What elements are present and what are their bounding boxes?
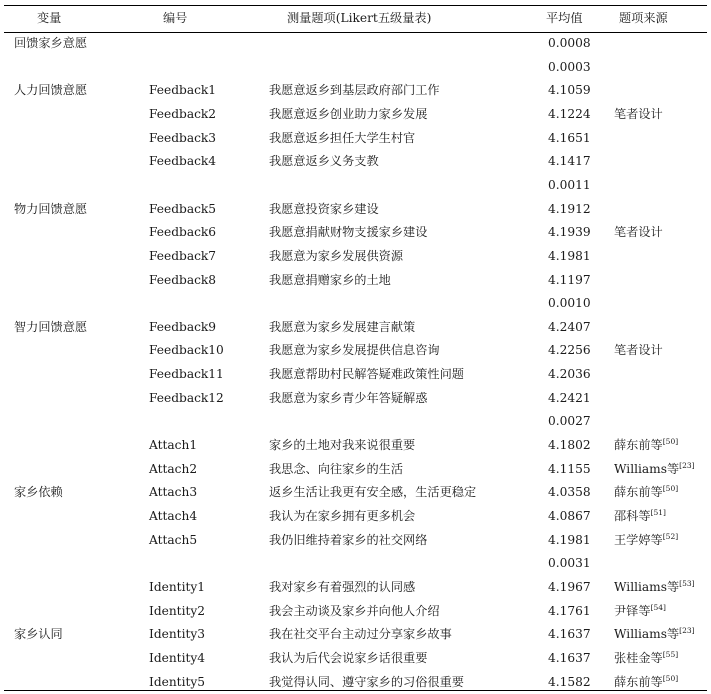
mean-cell-text: 4.1939	[548, 225, 591, 239]
item-cell-text: 我仍旧维持着家乡的社交网络	[269, 533, 428, 547]
source-cell-text: 尹铎等	[614, 604, 651, 618]
item-cell	[269, 674, 464, 690]
item-cell	[269, 603, 440, 619]
item-cell	[269, 366, 464, 382]
mean-cell-text: 4.1637	[548, 627, 591, 641]
reference-superscript: [52]	[662, 532, 679, 541]
mean-cell-text: 0.0003	[548, 60, 591, 74]
mean-cell	[548, 437, 591, 453]
mean-cell-text: 4.2036	[548, 367, 591, 381]
item-cell-text: 我会主动谈及家乡并向他人介绍	[269, 604, 440, 618]
source-cell-text: Williams等	[614, 580, 680, 594]
item-cell-text: 我愿意为家乡青少年答疑解惑	[269, 391, 428, 405]
item-cell-text: 我愿意捐赠家乡的土地	[269, 273, 391, 287]
code-cell	[149, 508, 197, 524]
source-cell-text: 笔者设计	[614, 225, 663, 239]
mean-cell	[548, 579, 591, 595]
mean-cell	[548, 295, 591, 311]
code-cell	[149, 626, 205, 642]
reference-superscript: [53]	[679, 579, 695, 588]
code-cell-text: Identity2	[149, 604, 206, 618]
code-cell	[149, 674, 205, 690]
mean-cell-text: 0.0008	[548, 36, 591, 50]
code-cell-text: Feedback8	[149, 273, 217, 287]
item-cell	[269, 532, 427, 548]
mean-cell	[548, 153, 591, 169]
variable-cell-text: 回馈家乡意愿	[14, 36, 88, 50]
variable-cell-text: 家乡认同	[14, 627, 63, 641]
variable-cell-text: 家乡依赖	[14, 485, 63, 499]
item-cell-text: 我觉得认同、遵守家乡的习俗很重要	[269, 675, 464, 689]
source-cell	[614, 579, 695, 595]
mean-cell	[548, 106, 591, 122]
item-cell-text: 我愿意为家乡发展提供信息咨询	[269, 343, 440, 357]
code-cell	[149, 603, 205, 619]
code-cell	[149, 461, 197, 477]
item-cell-text: 我愿意为家乡发展建言献策	[269, 320, 416, 334]
item-cell	[269, 153, 379, 169]
variable-cell-text: 人力回馈意愿	[14, 83, 88, 97]
mean-cell	[548, 201, 591, 217]
code-cell-text: Feedback1	[149, 83, 217, 97]
code-cell-text: Feedback2	[149, 107, 217, 121]
mean-cell	[548, 130, 591, 146]
item-cell-text: 我愿意帮助村民解答疑难政策性问题	[269, 367, 464, 381]
code-cell-text: Feedback6	[149, 225, 217, 239]
item-cell-text: 家乡的土地对我来说很重要	[269, 438, 416, 452]
item-cell	[269, 461, 403, 477]
item-cell	[269, 106, 427, 122]
source-cell-text: 王学婷等	[614, 533, 663, 547]
code-cell	[149, 532, 197, 548]
mean-cell-text: 4.1224	[548, 107, 591, 121]
code-cell	[149, 650, 205, 666]
mean-cell	[548, 82, 591, 98]
variable-cell	[14, 626, 63, 642]
variable-cell	[14, 319, 87, 335]
item-cell-text: 我认为后代会说家乡话很重要	[269, 651, 428, 665]
code-cell-text: Attach2	[149, 462, 198, 476]
code-cell-text: Feedback5	[149, 202, 217, 216]
mean-cell-text: 4.1417	[548, 154, 591, 168]
source-cell	[614, 342, 663, 358]
variable-cell	[14, 201, 87, 217]
code-cell-text: Feedback12	[149, 391, 224, 405]
mean-cell-text: 4.1802	[548, 438, 591, 452]
code-cell	[149, 484, 197, 500]
reference-superscript: [23]	[679, 461, 695, 470]
code-cell-text: Attach4	[149, 509, 198, 523]
item-cell-text: 我在社交平台主动过分享家乡故事	[269, 627, 452, 641]
code-cell-text: Identity1	[149, 580, 206, 594]
item-cell-text: 我思念、向往家乡的生活	[269, 462, 404, 476]
mean-cell-text: 0.0011	[548, 178, 591, 192]
mean-cell-text: 4.1582	[548, 675, 591, 689]
reference-superscript: [50]	[662, 437, 679, 446]
code-cell	[149, 437, 197, 453]
mean-cell	[548, 508, 591, 524]
reference-superscript: [54]	[650, 603, 666, 612]
mean-cell	[548, 603, 591, 619]
code-cell	[149, 579, 205, 595]
code-cell-text: Attach5	[149, 533, 198, 547]
code-cell-text: Feedback9	[149, 320, 217, 334]
header-variable: 变量	[37, 11, 62, 25]
variable-cell-text: 智力回馈意愿	[14, 320, 88, 334]
mean-cell-text: 0.0027	[548, 414, 591, 428]
item-cell	[269, 224, 427, 240]
mean-cell	[548, 674, 591, 690]
code-cell	[149, 319, 216, 335]
code-cell	[149, 82, 216, 98]
variable-cell	[14, 35, 87, 51]
code-cell-text: Identity3	[149, 627, 206, 641]
variable-cell-text: 物力回馈意愿	[14, 202, 88, 216]
variable-cell	[14, 484, 63, 500]
item-cell	[269, 82, 440, 98]
code-cell-text: Attach3	[149, 485, 198, 499]
code-cell	[149, 272, 216, 288]
mean-cell-text: 4.1637	[548, 651, 591, 665]
item-cell	[269, 650, 427, 666]
mean-cell-text: 4.1059	[548, 83, 591, 97]
reference-superscript: [55]	[662, 650, 679, 659]
mean-cell-text: 4.1197	[548, 273, 591, 287]
source-cell	[614, 437, 678, 453]
item-cell	[269, 201, 379, 217]
reference-superscript: [23]	[679, 626, 695, 635]
mean-cell-text: 4.1912	[548, 202, 591, 216]
source-cell-text: Williams等	[614, 462, 680, 476]
mean-cell	[548, 555, 591, 571]
item-cell	[269, 248, 403, 264]
header-mean: 平均值	[546, 11, 583, 25]
item-cell-text: 我愿意返乡创业助力家乡发展	[269, 107, 428, 121]
mean-cell-text: 4.2407	[548, 320, 591, 334]
mean-cell-text: 4.1651	[548, 131, 591, 145]
mean-cell-text: 4.0867	[548, 509, 591, 523]
code-cell-text: Attach1	[149, 438, 198, 452]
source-cell	[614, 106, 663, 122]
variable-cell	[14, 82, 87, 98]
item-cell	[269, 130, 415, 146]
source-cell	[614, 484, 678, 500]
mean-cell-text: 0.0031	[548, 556, 591, 570]
source-cell-text: 笔者设计	[614, 107, 663, 121]
item-cell	[269, 579, 415, 595]
code-cell	[149, 201, 216, 217]
header-source: 题项来源	[619, 11, 668, 25]
source-cell-text: 薛东前等	[614, 675, 663, 689]
header-rule	[4, 32, 707, 33]
code-cell-text: Feedback4	[149, 154, 217, 168]
source-cell	[614, 603, 666, 619]
item-cell	[269, 508, 415, 524]
mean-cell	[548, 366, 591, 382]
item-cell-text: 我愿意返乡义务支教	[269, 154, 379, 168]
top-rule	[4, 5, 707, 6]
source-cell	[614, 508, 666, 524]
code-cell	[149, 366, 224, 382]
code-cell-text: Feedback10	[149, 343, 224, 357]
item-cell	[269, 390, 427, 406]
mean-cell-text: 4.0358	[548, 485, 591, 499]
code-cell	[149, 390, 224, 406]
mean-cell	[548, 461, 591, 477]
item-cell-text: 我愿意捐献财物支援家乡建设	[269, 225, 428, 239]
source-cell	[614, 461, 695, 477]
item-cell	[269, 272, 391, 288]
code-cell-text: Identity4	[149, 651, 206, 665]
item-cell	[269, 626, 452, 642]
mean-cell-text: 4.1155	[548, 462, 591, 476]
source-cell-text: Williams等	[614, 627, 680, 641]
header-item: 测量题项(Likert五级量表)	[287, 11, 432, 25]
item-cell-text: 我愿意投资家乡建设	[269, 202, 379, 216]
mean-cell	[548, 59, 591, 75]
source-cell	[614, 532, 678, 548]
mean-cell-text: 4.2256	[548, 343, 591, 357]
code-cell-text: Feedback7	[149, 249, 217, 263]
bottom-rule	[4, 690, 707, 691]
source-cell	[614, 674, 678, 690]
item-cell	[269, 319, 415, 335]
mean-cell-text: 0.0010	[548, 296, 591, 310]
item-cell-text: 我愿意返乡到基层政府部门工作	[269, 83, 440, 97]
mean-cell	[548, 35, 591, 51]
mean-cell	[548, 484, 591, 500]
mean-cell	[548, 224, 591, 240]
reference-superscript: [50]	[662, 484, 679, 493]
source-cell	[614, 224, 663, 240]
source-cell-text: 笔者设计	[614, 343, 663, 357]
mean-cell-text: 4.1967	[548, 580, 591, 594]
code-cell	[149, 248, 216, 264]
mean-cell	[548, 626, 591, 642]
item-cell-text: 我愿意为家乡发展供资源	[269, 249, 404, 263]
code-cell	[149, 106, 216, 122]
mean-cell	[548, 650, 591, 666]
item-cell	[269, 484, 476, 500]
item-cell-text: 我认为在家乡拥有更多机会	[269, 509, 416, 523]
source-cell	[614, 626, 695, 642]
mean-cell	[548, 319, 591, 335]
item-cell-text: 我对家乡有着强烈的认同感	[269, 580, 416, 594]
source-cell	[614, 650, 678, 666]
mean-cell	[548, 177, 591, 193]
source-cell-text: 薛东前等	[614, 485, 663, 499]
mean-cell	[548, 532, 591, 548]
mean-cell-text: 4.1981	[548, 533, 591, 547]
mean-cell-text: 4.2421	[548, 391, 591, 405]
header-code: 编号	[163, 11, 188, 25]
mean-cell-text: 4.1981	[548, 249, 591, 263]
mean-cell-text: 4.1761	[548, 604, 591, 618]
code-cell	[149, 130, 216, 146]
mean-cell	[548, 390, 591, 406]
item-cell-text: 我愿意返乡担任大学生村官	[269, 131, 416, 145]
item-cell	[269, 342, 440, 358]
code-cell-text: Feedback11	[149, 367, 224, 381]
code-cell-text: Feedback3	[149, 131, 217, 145]
mean-cell	[548, 248, 591, 264]
source-cell-text: 张桂金等	[614, 651, 663, 665]
code-cell	[149, 224, 216, 240]
item-cell	[269, 437, 415, 453]
code-cell-text: Identity5	[149, 675, 206, 689]
code-cell	[149, 153, 216, 169]
item-cell-text: 返乡生活让我更有安全感，生活更稳定	[269, 485, 477, 499]
source-cell-text: 邵科等	[614, 509, 651, 523]
reference-superscript: [50]	[662, 674, 679, 683]
source-cell-text: 薛东前等	[614, 438, 663, 452]
reference-superscript: [51]	[650, 508, 666, 517]
code-cell	[149, 342, 224, 358]
mean-cell	[548, 272, 591, 288]
mean-cell	[548, 413, 591, 429]
mean-cell	[548, 342, 591, 358]
